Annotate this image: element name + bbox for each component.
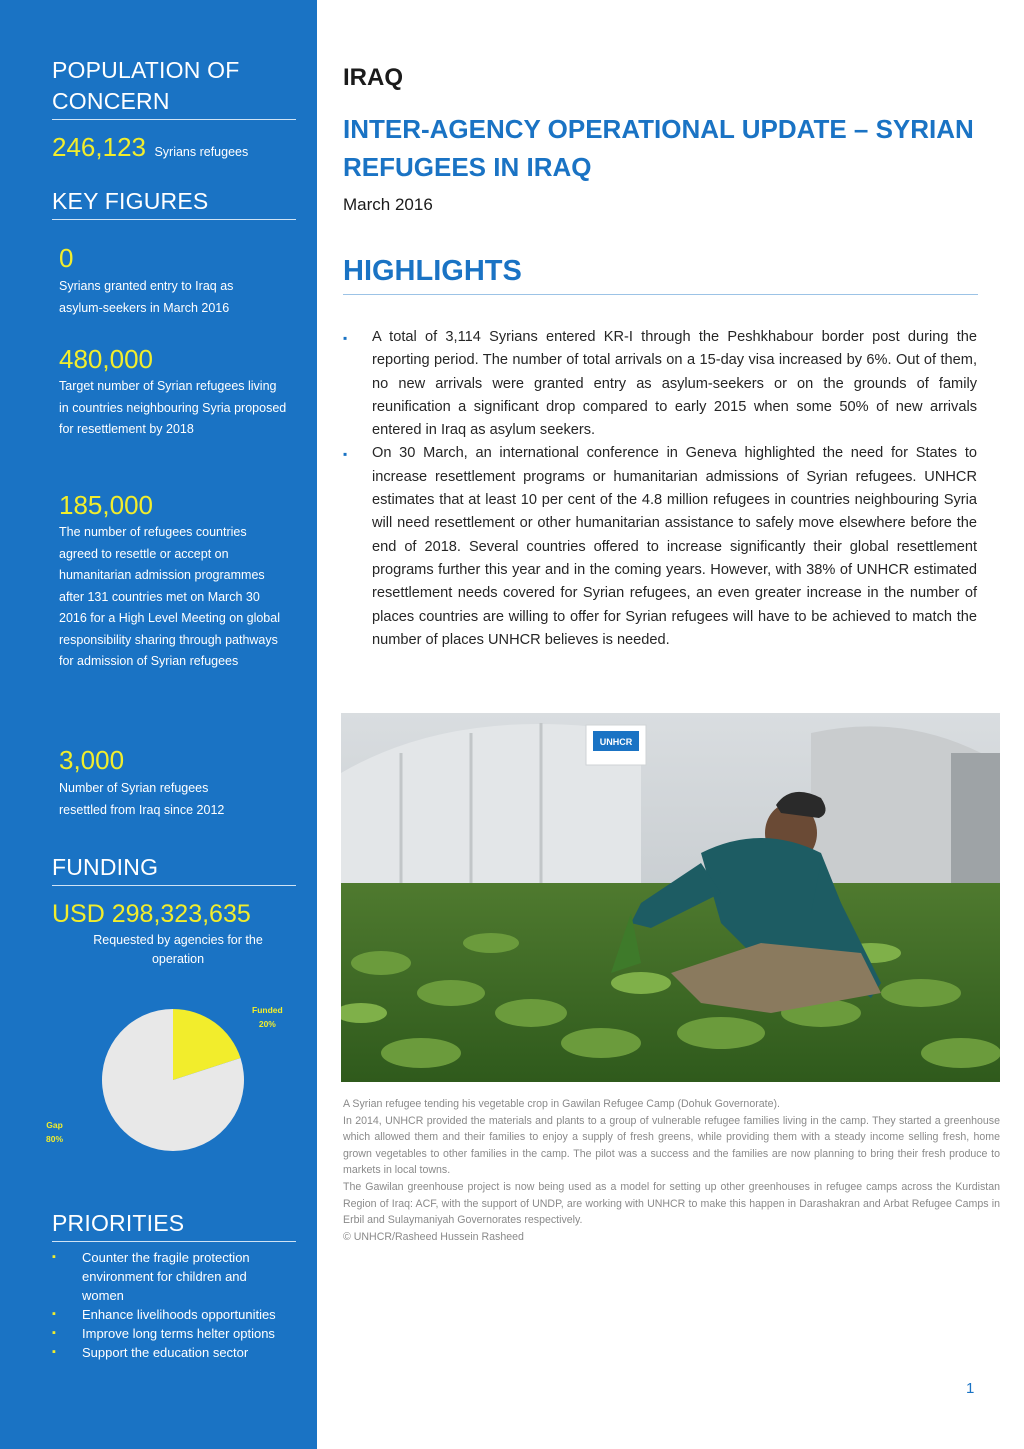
key-figure-value: 185,000: [59, 490, 153, 520]
caption-line: The Gawilan greenhouse project is now being used as a model for setting up other greenhouses in refugee camps across the Kurdistan Region of Iraq: ACF, with the support of UNDP, are working with UNHCR to make this happen in Darashakran and Arbat Refugee Camps in Erbil and Sulaymaniyah Governorates respectively.: [343, 1180, 1000, 1227]
document-title: INTER-AGENCY OPERATIONAL UPDATE – SYRIAN REFUGEES IN IRAQ: [343, 114, 974, 182]
bullet-icon: ▪: [52, 1327, 56, 1339]
highlight-text: On 30 March, an international conference in Geneva highlighted the need for States to increase resettlement programs or humanitarian admissions of Syrian refugees. UNHCR estimates that at least 10 per cent of the 4.8 million refugees in countries neighbouring Syria will need resettlement or other humanitarian assistance to safely move elsewhere before the end of 2018. Several countries offered to increase significantly their global resettlement programs further this year and in the coming years. However, with 38% of UNHCR estimated resettlement needs covered for Syrian refugees, an even greater increase in the number of places countries are willing to offer for Syrian refugees will have to be achieved to match the number of places UNHCR believes is needed.: [372, 445, 977, 648]
gap-label-value: 80%: [46, 1134, 64, 1144]
list-item: [52, 1324, 292, 1343]
funded-label: [252, 1003, 283, 1031]
highlights-title: HIGHLIGHTS: [343, 255, 978, 295]
funded-label-value: 20%: [258, 1019, 276, 1029]
photo-illustration: [341, 713, 1000, 1082]
list-item: [343, 442, 977, 652]
funding-title: FUNDING: [52, 852, 296, 886]
priority-text: Enhance livelihoods opportunities: [82, 1307, 276, 1322]
greenhouse-photo: [341, 713, 1000, 1082]
highlights-list: [343, 326, 977, 652]
unhcr-logo-text: UNHCR: [599, 737, 633, 747]
document-date: March 2016: [343, 195, 433, 214]
page-number: 1: [966, 1380, 975, 1397]
list-item: [52, 1343, 292, 1362]
caption-line: A Syrian refugee tending his vegetable crop in Gawilan Refugee Camp (Dohuk Governorate).: [343, 1098, 780, 1110]
caption-line: In 2014, UNHCR provided the materials and plants to a group of vulnerable refugee families living in the camp. They started a greenhouse which allowed them and their families to enjoy a supply of fresh greens, while providing them with a steady income selling fresh, home grown vegetables to other families in the camp. The pilot was a success and the families are now planning to bring their fresh produce to markets in local towns.: [343, 1114, 1000, 1177]
population-figure: [52, 132, 248, 163]
funding-value: USD 298,323,635: [52, 900, 251, 928]
key-figure-value: 3,000: [59, 745, 125, 775]
population-value: 246,123: [52, 132, 146, 162]
priority-text: Counter the fragile protection environment for children and women: [82, 1250, 250, 1303]
population-unit: Syrians refugees: [154, 145, 249, 159]
bullet-icon: ▪: [52, 1346, 56, 1358]
funding-text: Requested by agencies for the operation: [93, 933, 263, 966]
photo-credit: © UNHCR/Rasheed Hussein Rasheed: [343, 1230, 524, 1243]
bullet-icon: ▪: [343, 331, 348, 345]
sidebar: [0, 0, 317, 1449]
list-item: [343, 326, 977, 442]
bullet-icon: ▪: [52, 1251, 56, 1263]
gap-label-name: Gap: [46, 1120, 63, 1130]
key-figures-title: KEY FIGURES: [52, 186, 296, 220]
priorities-title: PRIORITIES: [52, 1208, 296, 1242]
photo-caption: [343, 1096, 1000, 1245]
key-figure-text: Number of Syrian refugees resettled from Iraq since 2012: [59, 781, 225, 817]
list-item: [52, 1248, 292, 1305]
bullet-icon: ▪: [343, 447, 348, 462]
key-figure-value: 480,000: [59, 344, 153, 374]
list-item: [52, 1305, 292, 1324]
gap-label: [46, 1118, 63, 1146]
population-title: POPULATION OF CONCERN: [52, 55, 296, 120]
key-figure-text: Target number of Syrian refugees living in countries neighbouring Syria proposed for resettlement by 2018: [59, 379, 287, 436]
funding-pie-chart: [40, 995, 300, 1175]
country-heading: IRAQ: [343, 64, 403, 91]
funded-label-name: Funded: [252, 1005, 283, 1015]
key-figure-value: 0: [59, 243, 74, 273]
key-figure-text: Syrians granted entry to Iraq as asylum-seekers in March 2016: [59, 279, 234, 315]
priority-text: Support the education sector: [82, 1345, 249, 1360]
highlight-text: A total of 3,114 Syrians entered KR-I through the Peshkhabour border post during the reporting period. The number of total arrivals on a 15-day visa increased by 6%. Out of them, no new arrivals were granted entry as asylum-seekers or on the grounds of family reunification a significant drop compared to early 2015 when some 50% of new arrivals entered in Iraq as asylum seekers.: [372, 329, 977, 439]
priorities-list: [52, 1248, 292, 1362]
bullet-icon: ▪: [52, 1308, 56, 1320]
priority-text: Improve long terms helter options: [82, 1326, 275, 1341]
key-figure-text: The number of refugees countries agreed to resettle or accept on humanitarian admission programmes after 131 countries met on March 30 2016 for a High Level Meeting on global responsibility sharing through pathways for admission of Syrian refugees: [59, 525, 280, 668]
